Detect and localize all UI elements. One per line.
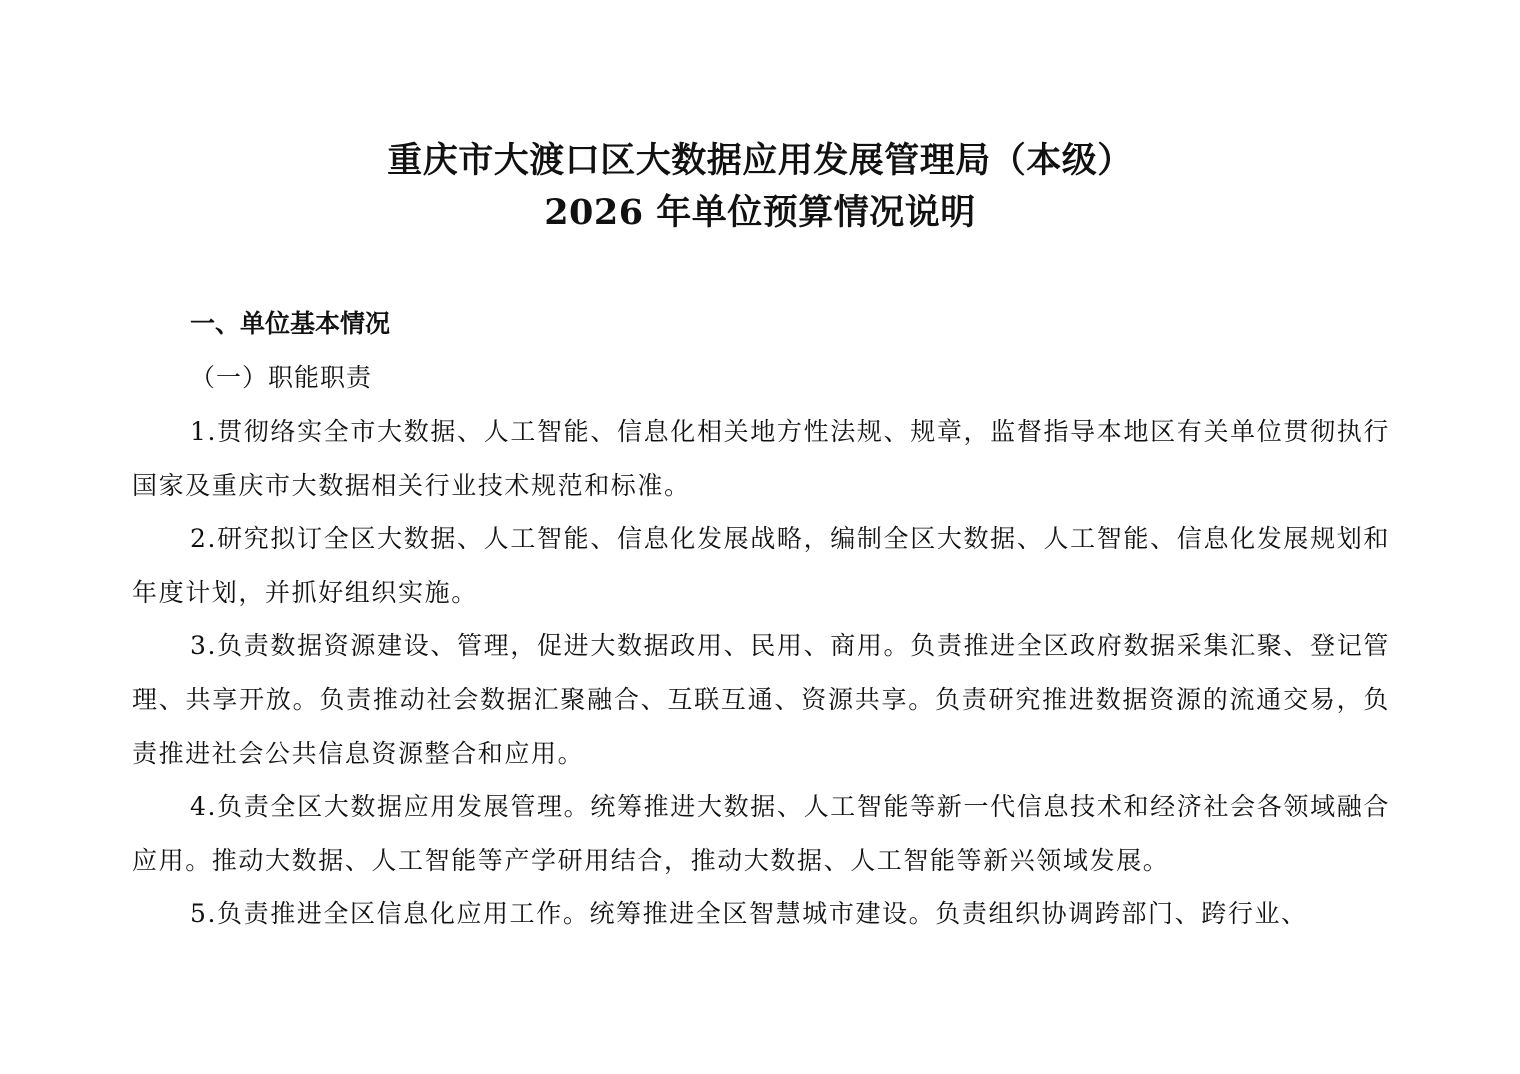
subsection-heading-duties: （一）职能职责 (190, 363, 373, 392)
duty-paragraph-2: 2.研究拟订全区大数据、人工智能、信息化发展战略，编制全区大数据、人工智能、信息化发展规划和年度计划，并抓好组织实施。 (132, 524, 1390, 607)
section-heading-basic-info: 一、单位基本情况 (190, 309, 391, 338)
duty-paragraph-5: 5.负责推进全区信息化应用工作。统筹推进全区智慧城市建设。负责组织协调跨部门、跨行业、 (190, 899, 1308, 928)
duty-paragraph-4: 4.负责全区大数据应用发展管理。统筹推进大数据、人工智能等新一代信息技术和经济社会各领域融合应用。推动大数据、人工智能等产学研用结合，推动大数据、人工智能等新兴领域发展。 (132, 792, 1390, 875)
document-title-line1: 重庆市大渡口区大数据应用发展管理局（本级） (387, 140, 1133, 181)
duty-paragraph-3: 3.负责数据资源建设、管理，促进大数据政用、民用、商用。负责推进全区政府数据采集汇聚、登记管理、共享开放。负责推动社会数据汇聚融合、互联互通、资源共享。负责研究推进数据资源的流通交易，负责推进社会公共信息资源整合和应用。 (132, 631, 1390, 768)
document-title-line2: 2026 年单位预算情况说明 (544, 192, 976, 233)
duty-paragraph-1: 1.贯彻络实全市大数据、人工智能、信息化相关地方性法规、规章，监督指导本地区有关单位贯彻执行国家及重庆市大数据相关行业技术规范和标准。 (132, 417, 1390, 500)
